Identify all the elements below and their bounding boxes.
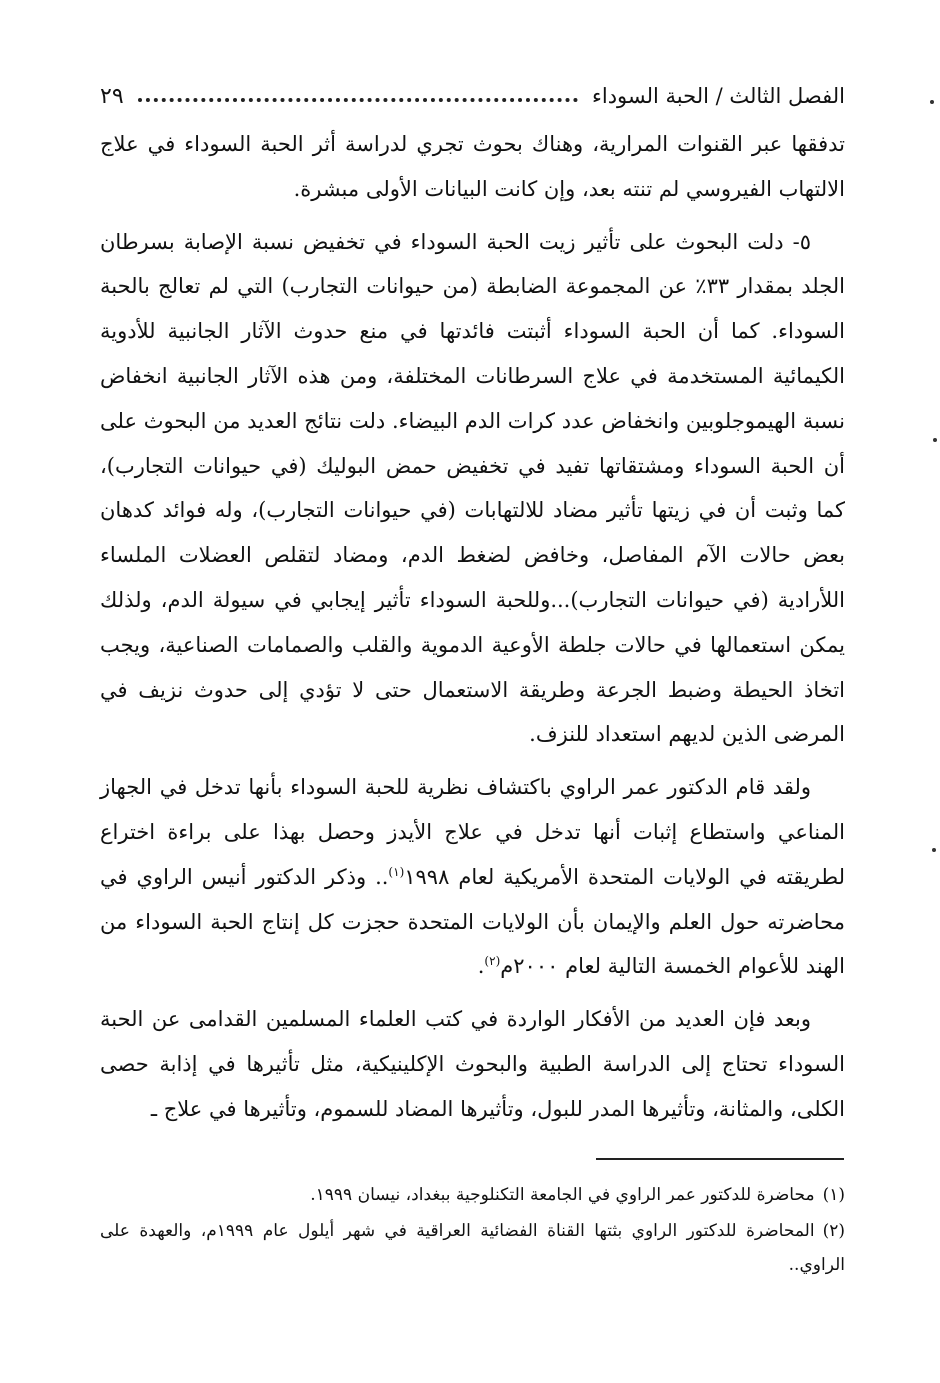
- footnote-2: [100, 1214, 845, 1282]
- running-header: [100, 76, 845, 116]
- chapter-title: الفصل الثالث / الحبة السوداء: [592, 84, 845, 108]
- paragraph-2: ٥- دلت البحوث على تأثير زيت الحبة السوداء في تخفيض نسبة الإصابة بسرطان الجلد بمقدار ٣٣٪ عن المجموعة الضابطة (من حيوانات التجارب) التي لم تعالج بالحبة السوداء. كما أن الحبة السوداء أثبتت فائدتها في منع حدوث الآثار الجانبية للأدوية الكيمائية المستخدمة في علاج السرطانات المختلفة، ومن هذه الآثار الجانبية انخفاض نسبة الهيموجلوبين وانخفاض عدد كرات الدم البيضاء. دلت نتائج العديد من البحوث على أن الحبة السوداء ومشتقاتها تفيد في تخفيض حمض البوليك (في حيوانات التجارب)، كما وثبت أن في زيتها تأثير مضاد للالتهابات (في حيوانات التجارب)، وله فوائد كدهان بعض حالات الآم المفاصل، وخافض لضغط الدم، ومضاد لتقلص العضلات الملساء اللأرادية (في حيوانات التجارب)...وللحبة السوداء تأثير إيجابي في سيولة الدم، ولذلك يمكن استعمالها في حالات جلطة الأوعية الدموية والقلب والصمامات الصناعية، ويجب اتخاذ الحيطة وضبط الجرعة وطريقة الاستعمال حتى لا تؤدي إلى حدوث نزيف في المرضى الذين لديهم استعداد للنزف.: [100, 229, 845, 747]
- footnotes: [100, 1178, 845, 1284]
- margin-mark: [932, 848, 936, 852]
- footnote-ref-2[interactable]: (٢): [484, 954, 501, 969]
- paragraph-3-part-2: .. وذكر الدكتور أنيس الراوي في محاضرته حول العلم والإيمان بأن الولايات المتحدة حجزت كل إنتاج الحبة السوداء من الهند للأعوام الخمسة التالية لعام ٢٠٠٠م: [100, 864, 845, 979]
- paragraph-4: وبعد فإن العديد من الأفكار الواردة في كتب العلماء المسلمين القدامى عن الحبة السوداء تحتاج إلى الدراسة الطبية والبحوث الإكلينيكية، مثل تأثيرها في إذابة حصى الكلى، والمثانة، وتأثيرها المدر للبول، وتأثيرها المضاد للسموم، وتأثيرها في علاج ـ: [100, 1007, 845, 1121]
- margin-mark: [930, 100, 934, 104]
- footnote-ref-1[interactable]: (١): [388, 864, 405, 879]
- footnote-separator: [596, 1158, 844, 1160]
- page-number: ٢٩: [100, 83, 124, 109]
- paragraph-3-part-3: .: [477, 954, 485, 979]
- footnote-2-text: المحاضرة للدكتور الراوي بثتها القناة الفضائية العراقية في شهر أيلول عام ١٩٩٩م، والعهدة على الراوي..: [100, 1221, 845, 1275]
- header-dotted-leader: [138, 98, 578, 102]
- paragraph-3: [100, 765, 845, 989]
- body-text: [100, 122, 845, 1140]
- footnote-2-number: (٢): [822, 1221, 845, 1241]
- paragraph-3-part-1: ولقد قام الدكتور عمر الراوي باكتشاف نظرية للحبة السوداء بأنها تدخل في الجهاز المناعي واستطاع إثبات أنها تدخل في علاج الأيدز وحصل بهذا على براءة اختراع لطريقته في الولايات المتحدة الأمريكية لعام ١٩٩٨: [100, 775, 845, 889]
- footnote-1: [100, 1178, 845, 1212]
- paragraph-1: تدفقها عبر القنوات المرارية، وهناك بحوث تجري لدراسة أثر الحبة السوداء في علاج الالتهاب الفيروسي لم تنته بعد، وإن كانت البيانات الأولى مبشرة.: [100, 132, 845, 201]
- margin-mark: [933, 438, 937, 442]
- footnote-1-text: محاضرة للدكتور عمر الراوي في الجامعة التكنلوجية ببغداد، نيسان ١٩٩٩.: [310, 1185, 815, 1205]
- footnote-1-number: (١): [822, 1185, 845, 1205]
